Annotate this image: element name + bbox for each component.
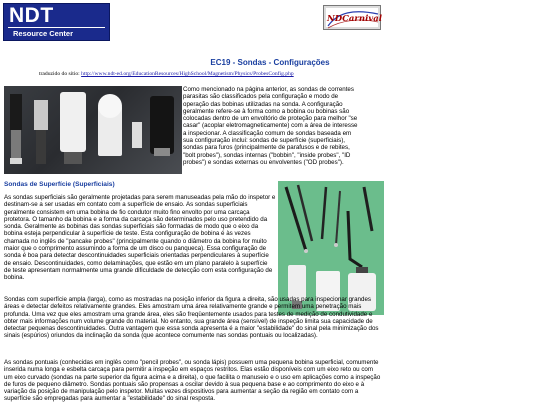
logo-title: NDT (9, 4, 54, 27)
surface-probes-photo (278, 181, 384, 315)
rc-carnival-logo[interactable] (323, 5, 381, 30)
surface-probes-paragraph-1: As sondas superficiais são geralmente projetadas para serem manuseadas pela mão do inspetor e destinam-se a ser usadas em contato com a superfície de ensaio. As sondas superficiais geralmente consistem em uma bobina de fio condutor muito fino envolto por uma carcaça protetora. O tamanho da bobina e a forma da carcaça são determinados pelo uso pretendido da sonda. Geralmente as bobinas das sondas superficiais são formadas de modo que o eixo da bobina esteja perpendicular à superfície de teste. Esta configuração de bobina é às vezes chamada no inglês de "pancake probes" (principalmente quando o diâmetro da bobina for muito maior que o comprimento assumindo a forma de um disco ou panqueca). Essa configuração de sonda é boa para detectar descontinuidades superficiais orientadas perpendiculares à superfície de ensaio. Descontinuidades, como delaminações, que estão em um plano paralelo à superfície de teste apresentam normalmente uma grande dificuldade de detecção com esta configuração de bobina. (4, 194, 276, 282)
page-title: EC19 - Sondas - Configurações (210, 58, 330, 67)
logo-divider (8, 27, 105, 28)
intro-paragraph: Como mencionado na página anterior, as sondas de correntes parasitas são classificados pela configuração e modo de operação das bobinas utilizadas na sonda. A configuração geralmente refere-se à forma como a bobina ou bobinas são colocadas dentro de um envoltório de proteção para melhor "se casar" (acoplar eletromagneticamente) com a área de interesse a inspecionar. A classificação comum de sondas baseada em sua configuração inclui: sondas de superfície (superficiais), sondas para furos (principalmente de parafusos e de rebites, "bolt probes"), sondas internas ("bobbin", "inside probes", "ID probes") e sondas externas ou envolventes ("OD probes"). (183, 86, 358, 166)
ndt-resource-center-logo[interactable] (3, 3, 110, 41)
translated-from (39, 71, 294, 77)
surface-probes-paragraph-2: Sondas com superfície ampla (larga), como as mostradas na posição inferior da figura a direita, são usadas para inspecionar grandes áreas e detectar defeitos relativamente grandes. Eles amostram uma área relativamente grande e permitem uma penetração mais profunda. Uma vez que eles amostram uma grande área, eles são freqüentemente usados para testes de medição de condutividade e obter mais informações num volume grande do material. No entanto, sua grande área (sensível) de inspeção limita sua capacidade de detectar pequenas descontinuidades. Outra vantagem que essa sonda apresenta é a maior "estabilidade" do sinal pela minimização dos sinais (espúrios) oriundos da inclinação da sonda (que acontece comumente nas sondas pontuais ou localizadas). (4, 296, 379, 340)
surface-probes-heading: Sondas de Superfície (Superficiais) (4, 181, 115, 188)
rc-logo-text: NDCarnival (327, 14, 382, 24)
translated-label: traduzido do sítio: (39, 71, 80, 77)
logo-subtitle: Resource Center (13, 29, 74, 38)
surface-probes-illustration (278, 181, 384, 315)
source-link[interactable]: http://www.ndt-ed.org/EducationResources/HighSchool/Magnetism/Physics/ProbesConfig.php (81, 71, 294, 77)
surface-probes-paragraph-3: As sondas pontuais (conhecidas em inglês como "pencil probes", ou sonda lápis) possuem uma pequena bobina superficial, comumente inserida numa longa e esbelta carcaça para permitir a inspeção em espaços restritos. Elas estão disponíveis com um eixo reto ou com um eixo curvado (sondas na parte superior da figura acima e a direita), o que facilita o manuseio e o uso em aplicações como a inspeção de furos de pequeno diâmetro. Sondas pontuais são propensas a oscilar devido à sua pequena base e ao comprimento do eixo e à variação da posição de manipulação pelo inspetor. Muitas vezes dispositivos para aumentar a seção da região em contato com a superfície são empregadas para aumentar a "estabilidade" do sinal resposta. (4, 359, 381, 403)
probes-photo (4, 86, 182, 174)
probes-illustration (4, 86, 182, 174)
